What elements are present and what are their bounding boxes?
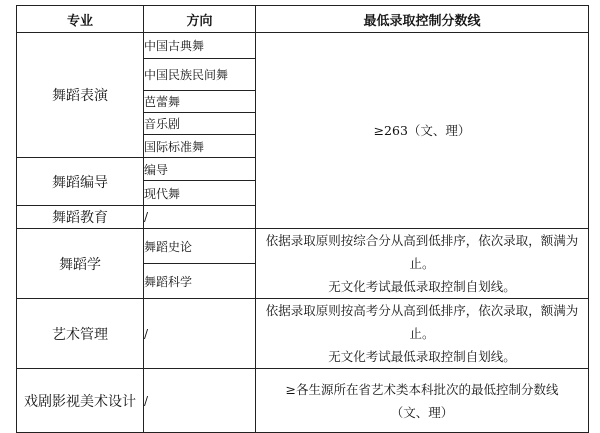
drama-score-cell: [256, 369, 589, 433]
header-min-score: 最低录取控制分数线: [256, 6, 589, 33]
direction-cell: /: [144, 206, 256, 229]
score-line: （文、理）: [390, 404, 454, 420]
major-dance-education: 舞蹈教育: [17, 206, 144, 229]
direction-cell: 中国民族民间舞: [144, 59, 256, 91]
shared-score-cell: ≥263（文、理）: [256, 33, 589, 229]
score-line: ≥各生源所在省艺术类本科批次的最低控制分数线: [285, 381, 559, 397]
direction-cell: 舞蹈科学: [144, 264, 256, 299]
score-line: 无文化考试最低录取控制自划线。: [328, 279, 516, 294]
header-direction: 方向: [144, 6, 256, 33]
major-dance-performance: 舞蹈表演: [17, 33, 144, 158]
direction-cell: 芭蕾舞: [144, 91, 256, 113]
direction-cell: 音乐剧: [144, 113, 256, 135]
table-row: [17, 33, 589, 59]
direction-cell: /: [144, 299, 256, 369]
table-row: [17, 369, 589, 433]
table-row: [17, 299, 589, 369]
score-line: 无文化考试最低录取控制自划线。: [328, 349, 516, 364]
score-line: 依据录取原则按综合分从高到低排序，依次录取，额满为止。: [265, 233, 579, 271]
major-dance-choreography: 舞蹈编导: [17, 158, 144, 206]
major-dance-studies: 舞蹈学: [17, 229, 144, 299]
direction-cell: 国际标准舞: [144, 135, 256, 158]
header-major: 专业: [17, 6, 144, 33]
direction-cell: /: [144, 369, 256, 433]
arts-management-score-cell: [256, 299, 589, 369]
direction-cell: 现代舞: [144, 181, 256, 206]
header-row: [17, 6, 589, 33]
direction-cell: 中国古典舞: [144, 33, 256, 59]
major-arts-management: 艺术管理: [17, 299, 144, 369]
major-drama-film-art-design: 戏剧影视美术设计: [17, 369, 144, 433]
direction-cell: 舞蹈史论: [144, 229, 256, 264]
table-row: [17, 229, 589, 264]
score-line: 依据录取原则按高考分从高到低排序，依次录取，额满为止。: [265, 303, 579, 341]
dance-studies-score-cell: [256, 229, 589, 299]
direction-cell: 编导: [144, 158, 256, 181]
admission-score-table: [16, 5, 589, 433]
